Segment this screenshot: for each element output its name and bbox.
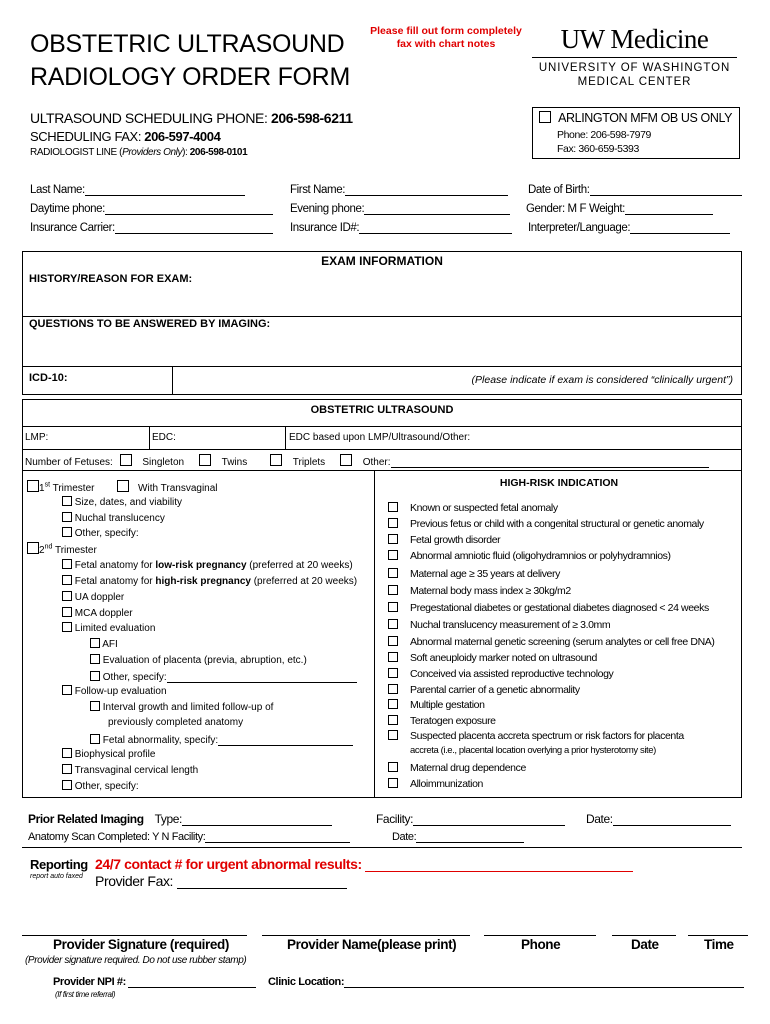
triplets-checkbox[interactable] bbox=[270, 454, 282, 466]
placenta-option[interactable] bbox=[90, 654, 307, 666]
other-first-tri-option[interactable] bbox=[62, 527, 139, 539]
rad-value: 206-598-0101 bbox=[189, 147, 248, 158]
other-ob-label: Other, specify: bbox=[74, 781, 139, 792]
fetal-abn-label: Fetal abnormality, specify: bbox=[102, 735, 219, 746]
hr-checkbox[interactable] bbox=[388, 730, 398, 740]
cervical-option[interactable] bbox=[62, 764, 198, 776]
fetal-low-risk-checkbox[interactable] bbox=[62, 559, 72, 569]
fetuses-options bbox=[25, 454, 709, 468]
prior-date-input[interactable] bbox=[613, 813, 731, 826]
placenta-checkbox[interactable] bbox=[90, 654, 100, 664]
other-fetuses-input[interactable] bbox=[391, 455, 709, 468]
cervical-label: Transvaginal cervical length bbox=[74, 765, 199, 776]
urgent-contact-label: 24/7 contact # for urgent abnormal results: bbox=[95, 856, 366, 872]
last-name-field[interactable] bbox=[30, 183, 245, 196]
hr-checkbox[interactable] bbox=[388, 568, 398, 578]
hr-label: Previous fetus or child with a congenital structural or genetic anomaly bbox=[410, 518, 704, 530]
prior-type-label: Type: bbox=[154, 812, 182, 826]
title-line-2: RADIOLOGY ORDER FORM bbox=[30, 63, 350, 91]
hr-item[interactable] bbox=[388, 550, 671, 562]
ua-doppler-option[interactable] bbox=[62, 591, 124, 603]
fetal-low-bold: low-risk pregnancy bbox=[155, 560, 247, 571]
followup-checkbox[interactable] bbox=[62, 685, 72, 695]
urgent-contact-field[interactable] bbox=[95, 856, 633, 872]
anatomy-date-field[interactable] bbox=[392, 830, 524, 843]
scheduling-phone bbox=[30, 110, 353, 126]
arlington-option[interactable] bbox=[539, 111, 732, 125]
limited-eval-option[interactable] bbox=[62, 622, 155, 634]
clinic-field[interactable] bbox=[268, 975, 744, 988]
first-tri-label: Trimester bbox=[50, 483, 95, 494]
fetal-abn-checkbox[interactable] bbox=[90, 734, 100, 744]
title-line-1: OBSTETRIC ULTRASOUND bbox=[30, 30, 345, 58]
first-tri-sup: st bbox=[44, 481, 51, 489]
urgent-note: (Please indicate if exam is considered “clinically urgent”) bbox=[471, 374, 733, 386]
hr-checkbox[interactable] bbox=[388, 518, 398, 528]
hr-item[interactable] bbox=[388, 699, 485, 711]
reporting-sub: report auto faxed bbox=[30, 873, 83, 880]
edc-based-divider bbox=[285, 426, 286, 449]
fetal-high-pre: Fetal anatomy for bbox=[74, 576, 156, 587]
limited-eval-label: Limited evaluation bbox=[74, 623, 156, 634]
day-phone-field[interactable] bbox=[30, 202, 273, 215]
other-first-tri-label: Other, specify: bbox=[74, 528, 139, 539]
limited-eval-checkbox[interactable] bbox=[62, 622, 72, 632]
phone-line[interactable] bbox=[484, 935, 596, 936]
signature-note: (Provider signature required. Do not use rubber stamp) bbox=[25, 955, 247, 966]
evening-phone-input[interactable] bbox=[364, 202, 510, 215]
anatomy-facility-input[interactable] bbox=[205, 830, 350, 843]
hr-label: Conceived via assisted reproductive technology bbox=[410, 668, 614, 680]
other-ob-checkbox[interactable] bbox=[62, 780, 72, 790]
hr-item[interactable] bbox=[388, 518, 704, 530]
hr-item[interactable] bbox=[388, 585, 571, 597]
npi-input[interactable] bbox=[128, 975, 256, 988]
interpreter-input[interactable] bbox=[630, 221, 730, 234]
gender-weight-label: Gender: M F Weight: bbox=[526, 203, 625, 215]
column-divider bbox=[374, 471, 375, 798]
hr-checkbox[interactable] bbox=[388, 619, 398, 629]
first-name-label: First Name: bbox=[290, 184, 346, 196]
form-title bbox=[30, 28, 350, 94]
hr-label: Soft aneuploidy marker noted on ultrasound bbox=[410, 652, 597, 664]
prior-date-label: Date: bbox=[586, 812, 613, 826]
ua-doppler-checkbox[interactable] bbox=[62, 591, 72, 601]
anatomy-scan-field[interactable] bbox=[28, 830, 350, 843]
gender-weight-field[interactable] bbox=[526, 202, 713, 215]
notice-line-2: fax with chart notes bbox=[396, 38, 496, 50]
interpreter-field[interactable] bbox=[528, 221, 730, 234]
evening-phone-label: Evening phone: bbox=[290, 203, 365, 215]
insurance-input[interactable] bbox=[115, 221, 273, 234]
afi-label: AFI bbox=[102, 639, 118, 650]
hr-item[interactable] bbox=[388, 602, 709, 614]
singleton-label: Singleton bbox=[142, 457, 185, 468]
edc-based-label: EDC based upon LMP/Ultrasound/Other: bbox=[289, 432, 471, 443]
hr-checkbox[interactable] bbox=[388, 762, 398, 772]
prior-date-field[interactable] bbox=[586, 812, 731, 826]
other-limited-input[interactable] bbox=[167, 670, 357, 683]
provider-name-label: Provider Name(please print) bbox=[287, 937, 457, 952]
reporting-label: Reporting bbox=[30, 857, 88, 872]
nuchal-checkbox[interactable] bbox=[62, 512, 72, 522]
followup-label: Follow-up evaluation bbox=[74, 686, 167, 697]
logo-sub-1: UNIVERSITY OF WASHINGTON bbox=[538, 62, 731, 74]
hr-label: Multiple gestation bbox=[410, 699, 485, 711]
rad-italic: Providers Only bbox=[122, 147, 183, 158]
hr-checkbox[interactable] bbox=[388, 699, 398, 709]
dob-input[interactable] bbox=[590, 183, 742, 196]
urgent-contact-input[interactable] bbox=[365, 859, 633, 872]
placenta-label: Evaluation of placenta (previa, abruption, etc.) bbox=[102, 655, 307, 666]
first-trimester-checkbox[interactable] bbox=[27, 480, 39, 492]
transvaginal-checkbox[interactable] bbox=[117, 480, 129, 492]
scheduling-fax-label: SCHEDULING FAX: bbox=[30, 129, 145, 144]
biophysical-label: Biophysical profile bbox=[74, 749, 156, 760]
notice-line-1: Please fill out form completely bbox=[370, 25, 522, 37]
nuchal-label: Nuchal translucency bbox=[74, 513, 165, 524]
fetal-high-bold: high-risk pregnancy bbox=[155, 576, 251, 587]
phone-label: Phone bbox=[521, 937, 561, 952]
fill-notice bbox=[368, 25, 524, 51]
mca-doppler-checkbox[interactable] bbox=[62, 607, 72, 617]
hr-item[interactable] bbox=[388, 502, 558, 514]
hr-checkbox[interactable] bbox=[388, 585, 398, 595]
prior-facility-label: Facility: bbox=[376, 812, 414, 826]
cervical-checkbox[interactable] bbox=[62, 764, 72, 774]
provider-fax-field[interactable] bbox=[95, 873, 347, 889]
time-label: Time bbox=[704, 937, 734, 952]
arlington-checkbox[interactable] bbox=[539, 111, 551, 123]
anatomy-scan-label: Anatomy Scan Completed: Y N Facility: bbox=[28, 831, 206, 843]
insurance-id-input[interactable] bbox=[359, 221, 512, 234]
hr-checkbox[interactable] bbox=[388, 778, 398, 788]
insurance-id-label: Insurance ID#: bbox=[290, 222, 360, 234]
twins-checkbox[interactable] bbox=[199, 454, 211, 466]
hr-checkbox[interactable] bbox=[388, 652, 398, 662]
hr-item[interactable] bbox=[388, 619, 610, 631]
evening-phone-field[interactable] bbox=[290, 202, 510, 215]
hr-label: Pregestational diabetes or gestational diabetes diagnosed < 24 weeks bbox=[410, 602, 709, 614]
history-label: HISTORY/REASON FOR EXAM: bbox=[29, 273, 193, 285]
prior-imaging-row bbox=[28, 812, 332, 826]
other-limited-label: Other, specify: bbox=[102, 672, 167, 683]
afi-checkbox[interactable] bbox=[90, 638, 100, 648]
icd-label: ICD-10: bbox=[29, 372, 68, 384]
biophysical-option[interactable] bbox=[62, 748, 155, 760]
hr-item[interactable] bbox=[388, 568, 560, 580]
date-line[interactable] bbox=[612, 935, 676, 936]
exam-info-section bbox=[22, 251, 742, 395]
followup-option[interactable] bbox=[62, 685, 167, 697]
interval-checkbox[interactable] bbox=[90, 701, 100, 711]
dob-field[interactable] bbox=[528, 183, 742, 196]
hr-label: Alloimmunization bbox=[410, 778, 483, 790]
hr-checkbox[interactable] bbox=[388, 668, 398, 678]
hr-item[interactable] bbox=[388, 730, 684, 742]
fetal-high-post: (preferred at 20 weeks) bbox=[250, 576, 358, 587]
hr-label: Maternal drug dependence bbox=[410, 762, 526, 774]
hr-checkbox[interactable] bbox=[388, 550, 398, 560]
uw-medicine-logo bbox=[532, 24, 737, 89]
ua-doppler-label: UA doppler bbox=[74, 592, 125, 603]
second-tri-num: 2 bbox=[39, 545, 45, 556]
high-risk-header: HIGH-RISK INDICATION bbox=[499, 477, 619, 489]
hr-item[interactable] bbox=[388, 668, 613, 680]
first-time-note: (If first time referral) bbox=[55, 990, 116, 999]
edc-label: EDC: bbox=[152, 432, 176, 443]
reporting-rule bbox=[22, 847, 742, 848]
hr-accreta-continued: accreta (i.e., placental location overlying a prior hysterotomy site) bbox=[410, 745, 656, 756]
hr-checkbox[interactable] bbox=[388, 684, 398, 694]
transvaginal-label: With Transvaginal bbox=[138, 483, 218, 494]
other-fetuses-label: Other: bbox=[362, 457, 391, 468]
lmp-edc-divider bbox=[149, 426, 150, 449]
singleton-checkbox[interactable] bbox=[120, 454, 132, 466]
hr-checkbox[interactable] bbox=[388, 715, 398, 725]
npi-field[interactable] bbox=[53, 975, 256, 988]
fetal-low-post: (preferred at 20 weeks) bbox=[246, 560, 353, 571]
mca-doppler-label: MCA doppler bbox=[74, 608, 133, 619]
arlington-phone: Phone: 206-598-7979 bbox=[557, 129, 651, 141]
hr-item[interactable] bbox=[388, 534, 500, 546]
date-label: Date bbox=[631, 937, 659, 952]
interpreter-label: Interpreter/Language: bbox=[528, 222, 631, 234]
fetal-abn-option[interactable] bbox=[90, 733, 353, 746]
hr-checkbox[interactable] bbox=[388, 636, 398, 646]
npi-label: Provider NPI #: bbox=[53, 976, 126, 988]
size-dates-label: Size, dates, and viability bbox=[74, 497, 183, 508]
scheduling-fax-value: 206-597-4004 bbox=[144, 129, 221, 144]
clinic-label: Clinic Location: bbox=[268, 976, 345, 988]
scheduling-phone-label: ULTRASOUND SCHEDULING PHONE: bbox=[30, 110, 271, 126]
dob-label: Date of Birth: bbox=[528, 184, 590, 196]
fetal-low-pre: Fetal anatomy for bbox=[74, 560, 156, 571]
other-limited-checkbox[interactable] bbox=[90, 671, 100, 681]
insurance-field[interactable] bbox=[30, 221, 273, 234]
insurance-label: Insurance Carrier: bbox=[30, 222, 115, 234]
signature-line[interactable] bbox=[22, 935, 247, 936]
twins-label: Twins bbox=[221, 457, 248, 468]
size-dates-checkbox[interactable] bbox=[62, 496, 72, 506]
first-name-input[interactable] bbox=[345, 183, 508, 196]
triplets-label: Triplets bbox=[292, 457, 326, 468]
rad-mid: ): bbox=[182, 147, 190, 158]
other-fetuses-checkbox[interactable] bbox=[340, 454, 352, 466]
hr-item[interactable] bbox=[388, 778, 483, 790]
hr-label: Suspected placenta accreta spectrum or risk factors for placenta bbox=[410, 730, 684, 742]
other-ob-option[interactable] bbox=[62, 780, 139, 792]
last-name-input[interactable] bbox=[85, 183, 245, 196]
arlington-fax: Fax: 360-659-5393 bbox=[557, 143, 639, 155]
arlington-label: ARLINGTON MFM OB US ONLY bbox=[558, 111, 733, 125]
logo-sub-2: MEDICAL CENTER bbox=[577, 76, 692, 88]
logo-main: UW Medicine bbox=[560, 24, 709, 54]
hr-label: Parental carrier of a genetic abnormality bbox=[410, 684, 580, 696]
fetal-high-risk-option[interactable] bbox=[62, 575, 357, 587]
time-line[interactable] bbox=[688, 935, 748, 936]
size-dates-option[interactable] bbox=[62, 496, 182, 508]
signature-label: Provider Signature (required) bbox=[53, 937, 229, 952]
day-phone-label: Daytime phone: bbox=[30, 203, 105, 215]
first-name-field[interactable] bbox=[290, 183, 508, 196]
first-tri-num: 1 bbox=[39, 483, 45, 494]
arlington-box bbox=[532, 107, 740, 159]
hr-item[interactable] bbox=[388, 684, 580, 696]
provider-fax-label: Provider Fax: bbox=[95, 873, 177, 889]
hr-item[interactable] bbox=[388, 636, 714, 648]
hr-item[interactable] bbox=[388, 715, 496, 727]
prior-facility-field[interactable] bbox=[376, 812, 565, 826]
anatomy-date-label: Date: bbox=[392, 831, 417, 843]
other-first-tri-checkbox[interactable] bbox=[62, 527, 72, 537]
interval-label-2: previously completed anatomy bbox=[108, 717, 244, 728]
hr-label: Fetal growth disorder bbox=[410, 534, 501, 546]
hr-checkbox[interactable] bbox=[388, 602, 398, 612]
second-tri-label: Trimester bbox=[52, 545, 97, 556]
hr-checkbox[interactable] bbox=[388, 534, 398, 544]
second-trimester-option[interactable] bbox=[27, 542, 97, 556]
prior-facility-input[interactable] bbox=[413, 813, 565, 826]
other-limited-option[interactable] bbox=[90, 670, 357, 683]
num-fetuses-label: Number of Fetuses: bbox=[25, 457, 113, 468]
provider-fax-input[interactable] bbox=[177, 876, 347, 889]
second-tri-sup: nd bbox=[44, 543, 53, 551]
second-trimester-checkbox[interactable] bbox=[27, 542, 39, 554]
anatomy-date-input[interactable] bbox=[416, 830, 524, 843]
scheduling-phone-value: 206-598-6211 bbox=[270, 110, 353, 126]
rad-label: RADIOLOGIST LINE ( bbox=[30, 147, 123, 158]
insurance-id-field[interactable] bbox=[290, 221, 512, 234]
mca-doppler-option[interactable] bbox=[62, 607, 133, 619]
hr-label: Known or suspected fetal anomaly bbox=[410, 502, 558, 514]
lmp-label: LMP: bbox=[25, 432, 49, 443]
first-trimester-option[interactable] bbox=[27, 480, 218, 494]
provider-name-line[interactable] bbox=[262, 935, 470, 936]
questions-label: QUESTIONS TO BE ANSWERED BY IMAGING: bbox=[29, 318, 271, 330]
scheduling-fax bbox=[30, 129, 220, 144]
afi-option[interactable] bbox=[90, 638, 118, 650]
hr-label: Abnormal amniotic fluid (oligohydramnios or polyhydramnios) bbox=[410, 550, 671, 562]
hr-item[interactable] bbox=[388, 652, 597, 664]
hr-checkbox[interactable] bbox=[388, 502, 398, 512]
last-name-label: Last Name: bbox=[30, 184, 85, 196]
hr-label: Abnormal maternal genetic screening (serum analytes or cell free DNA) bbox=[410, 636, 715, 648]
exam-info-header: EXAM INFORMATION bbox=[321, 254, 443, 268]
hr-item[interactable] bbox=[388, 762, 526, 774]
prior-imaging-label: Prior Related Imaging bbox=[28, 812, 144, 826]
day-phone-input[interactable] bbox=[105, 202, 273, 215]
hr-label: Teratogen exposure bbox=[410, 715, 496, 727]
interval-option[interactable] bbox=[90, 701, 273, 713]
clinic-input[interactable] bbox=[344, 975, 744, 988]
hr-label: Maternal body mass index ≥ 30kg/m2 bbox=[410, 585, 571, 597]
radiologist-line bbox=[30, 147, 247, 158]
interval-label-1: Interval growth and limited follow-up of bbox=[102, 702, 274, 713]
fetal-low-risk-option[interactable] bbox=[62, 559, 353, 571]
prior-type-input[interactable] bbox=[182, 813, 332, 826]
hr-label: Nuchal translucency measurement of ≥ 3.0mm bbox=[410, 619, 611, 631]
nuchal-option[interactable] bbox=[62, 512, 165, 524]
icd-box[interactable] bbox=[23, 366, 173, 394]
weight-input[interactable] bbox=[625, 202, 713, 215]
biophysical-checkbox[interactable] bbox=[62, 748, 72, 758]
hr-label: Maternal age ≥ 35 years at delivery bbox=[410, 568, 560, 580]
fetal-high-risk-checkbox[interactable] bbox=[62, 575, 72, 585]
fetal-abn-input[interactable] bbox=[218, 733, 353, 746]
ob-header: OBSTETRIC ULTRASOUND bbox=[310, 404, 454, 416]
divider-1 bbox=[23, 316, 741, 317]
logo-rule bbox=[532, 57, 737, 58]
